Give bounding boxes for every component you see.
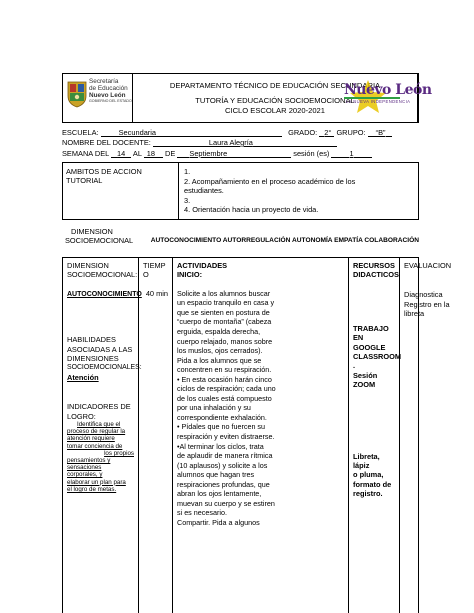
activity-line: •Al terminar los ciclos, trata	[177, 441, 264, 451]
semana-line	[62, 149, 372, 158]
resource-line: o pluma,	[353, 470, 384, 480]
mes-value: Septiembre	[189, 149, 228, 158]
activity-line: “cuerpo de montaña” (cabeza	[177, 317, 272, 327]
activity-line: erguida, espalda derecha,	[177, 327, 261, 336]
resource-line: Libreta, lápiz	[353, 451, 380, 471]
activity-line: de los cuales está compuesto	[177, 393, 272, 403]
activity-line: si es necesario.	[177, 508, 227, 518]
evaluation-line: Registro en la	[404, 299, 450, 309]
activity-line: los muslos, ojos cerrados).	[177, 346, 263, 356]
activity-line: (10 aplausos) y solicite a los	[177, 460, 268, 470]
activity-line: • Pídales que no fuercen su	[177, 422, 266, 432]
column-evaluacion	[400, 258, 471, 613]
dimension-label	[62, 225, 147, 255]
time-value: 40 min	[145, 288, 168, 298]
resource-line: formato de	[353, 479, 392, 489]
main-table	[62, 257, 452, 613]
dimension-label-line: SOCIOEMOCIONAL	[65, 236, 134, 246]
activity-line: • En esta ocasión harán cinco	[177, 374, 272, 384]
col3-header: ACTIVIDADES	[177, 261, 228, 270]
dimension-values: AUTOCONOCIMIENTO AUTORREGULACIÓN AUTONOMÍA EMPATÍA COLABORACIÓN	[150, 236, 419, 244]
column-recursos	[349, 258, 400, 613]
semana-label: SEMANA DEL	[62, 149, 109, 158]
indicador-line: tomar conciencia de	[67, 442, 123, 450]
header-cycle: CICLO ESCOLAR 2020-2021	[224, 105, 326, 115]
semana-from: 14	[117, 149, 126, 158]
activity-line: abran los ojos lentamente,	[177, 489, 262, 499]
activity-line: Solicite a los alumnos buscar	[177, 288, 271, 298]
activity-line: de aplaudir de manera rítmica	[177, 451, 273, 461]
dimension-label-line: DIMENSION	[71, 227, 113, 236]
activity-line: Compartir. Pida a algunos	[177, 517, 260, 527]
docente-line	[62, 138, 337, 147]
secretaria-wordmark	[89, 78, 132, 104]
ambito-item: 3.	[184, 195, 191, 205]
habilidad-value: Atención	[67, 372, 99, 382]
habilidades-title: HABILIDADES	[67, 335, 116, 345]
escuela-value: Secundaria	[118, 128, 157, 137]
al-label: AL	[132, 149, 142, 158]
indicadores-text	[67, 421, 134, 493]
evaluation-line: Diagnostica	[404, 290, 443, 300]
activity-line: un espacio tranquilo en casa y	[177, 298, 275, 308]
ambito-item: estudiantes.	[184, 186, 224, 196]
indicador-line: corporales, y	[67, 471, 103, 479]
grado-value: 2°	[324, 128, 332, 137]
indicador-line: sensaciones	[67, 464, 102, 472]
col2-header: O	[143, 270, 149, 280]
escuela-label: ESCUELA:	[62, 128, 99, 137]
indicador-line: el logro de metas.	[67, 485, 117, 493]
header-subject: TUTORÍA Y EDUCACIÓN SOCIOEMOCIONAL	[195, 95, 355, 105]
dimension-value: AUTOCONOCIMIENTO	[67, 290, 142, 298]
indicadores-title: LOGRO:	[67, 411, 96, 421]
logo-line: GOBIERNO DEL ESTADO	[89, 99, 132, 103]
col5-header: EVALUACION	[404, 261, 452, 270]
activity-line: respiración y eviten distraerse.	[177, 432, 275, 442]
secretaria-logo	[63, 74, 133, 122]
semana-to: 18	[146, 149, 155, 158]
grupo-label: GRUPO:	[336, 128, 366, 137]
docente-label: NOMBRE DEL DOCENTE:	[62, 138, 151, 147]
dimension-row	[62, 225, 419, 255]
de-label: DE	[165, 149, 176, 158]
nuevo-leon-wordmark: Nuevo León	[344, 82, 432, 98]
sesion-value: 1	[349, 149, 354, 158]
indicador-line: proceso de regular la	[67, 428, 126, 436]
column-actividades	[173, 258, 349, 613]
resource-line: .	[353, 361, 356, 371]
indicadores-title: INDICADORES DE	[67, 402, 131, 412]
col3-header: INICIO:	[177, 270, 203, 280]
ambito-item: 4. Orientación hacia un proyecto de vida.	[184, 205, 319, 215]
ambito-item: 2. Acompañamiento en el proceso académico de los	[184, 176, 356, 186]
activity-line: cuerpo relajado, manos sobre	[177, 336, 273, 346]
column-dimension	[63, 258, 142, 613]
resource-line: registro.	[353, 489, 383, 499]
ambitos-table	[62, 162, 419, 220]
resource-line: ZOOM	[353, 380, 376, 390]
ambito-item: 1.	[184, 167, 191, 176]
logo-line: Nuevo León	[89, 92, 126, 99]
activity-line: correspondiente exhalación.	[177, 412, 267, 422]
column-tiempo	[139, 258, 173, 613]
grupo-value: “B”	[375, 128, 386, 137]
resource-line: Sesión	[353, 370, 378, 380]
evaluation-line: libreta	[404, 309, 425, 319]
indicador-line: pensamientos y	[67, 457, 111, 465]
activity-line: Pida a los alumnos que se	[177, 355, 262, 365]
indicador-line: Identifica que el	[77, 421, 121, 429]
activity-line: alumnos que hagan tres	[177, 470, 255, 480]
indicador-line: atención requiere	[67, 435, 115, 443]
indicador-line: los propios	[104, 449, 134, 457]
activity-line: que se sienten en postura de	[177, 307, 270, 317]
nuevo-leon-tagline: LA NUEVA INDEPENDENCIA	[346, 99, 411, 104]
escuela-line	[62, 128, 392, 137]
activity-line: respiraciones profundas, que	[177, 479, 270, 489]
habilidades-title: ASOCIADAS A LAS	[67, 344, 133, 354]
ambitos-list	[179, 163, 418, 219]
habilidades-sub: SOCIOEMOCIONALES:	[67, 364, 142, 372]
logo-line: de Educación	[89, 85, 128, 92]
resource-line: GOOGLE	[353, 342, 386, 352]
activity-line: ciclos de respiración; cada uno	[177, 384, 276, 394]
header-dept: DEPARTAMENTO TÉCNICO DE EDUCACIÓN SECUNDARIA	[169, 80, 381, 90]
col4-header: DIDACTICOS	[353, 270, 399, 280]
activity-line: concentren en su respiración.	[177, 365, 272, 375]
habilidades-title: DIMENSIONES	[67, 354, 119, 364]
resource-line: CLASSROOM	[353, 352, 402, 362]
grado-label: GRADO:	[288, 128, 318, 137]
resource-line: TRABAJO EN	[353, 323, 389, 343]
activity-line: por una inhalación y su	[177, 403, 251, 413]
activity-line: muevan su cuerpo y se estiren	[177, 498, 275, 508]
indicador-line: elaborar un plan para	[67, 478, 126, 486]
ambitos-label: AMBITOS DE ACCION TUTORIAL	[63, 163, 179, 219]
col1-header: DIMENSION	[67, 261, 109, 270]
sesion-label: sesión (es)	[293, 149, 330, 158]
docente-value: Laura Alegría	[208, 138, 253, 147]
logo-line: Secretaría	[89, 78, 119, 85]
state-seal-icon	[67, 80, 87, 108]
col4-header: RECURSOS	[353, 261, 395, 270]
col2-header: TIEMP	[143, 261, 166, 270]
col1-header: SOCIOEMOCIONAL:	[67, 270, 138, 280]
